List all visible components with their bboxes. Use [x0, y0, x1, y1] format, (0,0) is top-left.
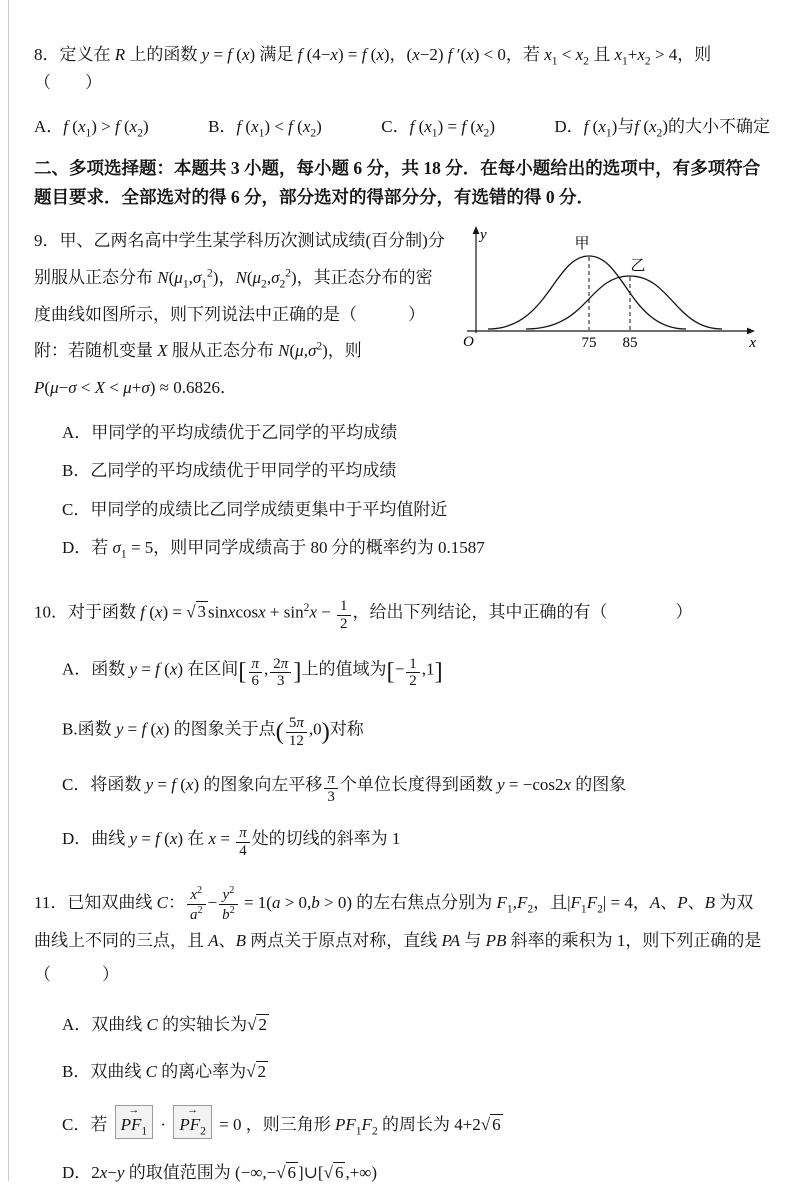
question-10-stem: 10．对于函数 f (x) = √ 3 sinxcosx + $\sin^2x$ − $\frac{1}{2}$ ，给出下列结论，其中正确的有（ ） [34, 598, 693, 633]
normal-distribution-figure [458, 223, 770, 363]
section-2-header: 二、多项选择题：本题共 3 小题，每小题 6 分，共 18 分．在每小题给出的选项中，有多项符合题目要求．全部选对的得 6 分，部分选对的得部分分，有选错的得 0 分． [34, 158, 761, 207]
q11-option-c: C．若 → $PF_1$ · → $PF_2 = 0$ ，则三角形 $PF_1F_2$ 的周长为 4+2√ 6 [62, 1105, 770, 1140]
q11-option-b: B．双曲线 C 的离心率为√ 2 [62, 1061, 267, 1081]
tick-85: 85 [622, 335, 638, 352]
q11-option-d: D．2x−y 的取值范围为 (−∞,−√ 6 ]∪[√ 6 ,+∞) [62, 1163, 378, 1183]
curve-yi-label: 乙 [630, 258, 646, 275]
q10-option-b: B.函数 y = f (x) 的图象关于点( $\frac{5\pi}{12}$ ,0)对称 [62, 715, 364, 749]
normal-curves-chart [458, 223, 770, 363]
x-axis-label: x [749, 335, 756, 352]
q10-option-d: D．曲线 y = f (x) 在 x = $\frac{\pi}{4}$ 处的切线的斜率为 1 [62, 824, 401, 859]
q8-option-a: A．f $(x_1) > f$ $(x_2)$ [34, 116, 149, 140]
origin-label: O [463, 334, 474, 351]
question-9-note: 附：若随机变量 X 服从正态分布 $N(\mu,\sigma^2)$，则 [34, 339, 362, 361]
q9-option-c: C．甲同学的成绩比乙同学成绩更集中于平均值附近 [62, 499, 448, 519]
x-axis-arrow-icon [747, 328, 755, 335]
q10-option-c: C．将函数 y = f (x) 的图象向左平移 $\frac{\pi}{3}$ 个单位长度得到函数 y = −cos2x 的图象 [62, 771, 627, 806]
question-10-options [34, 652, 770, 859]
q8-option-b: B．f $(x_1) < f$ $(x_2)$ [208, 116, 322, 140]
q10-option-a: A．函数 y = f (x) 在区间[ $\frac{\pi}{6}$ , $\frac{2\pi}{3}$ ]上的值域为[− $\frac{1}{2}$ ,1] [62, 655, 443, 690]
question-9-options [34, 420, 770, 563]
question-9-formula: P(μ−σ < X < μ+σ) ≈ 0.6826． [34, 377, 237, 397]
question-9 [34, 223, 770, 576]
question-9-stem: 9．甲、乙两名高中学生某学科历次测试成绩(百分制)分别服从正态分布 $N(\mu_1,\sigma_1^2)$，$N(\mu_2,\sigma_2^2)$，其正态分布的密度曲线如图所示，则下列说法中正确的是（ ） [34, 231, 445, 324]
q9-option-b: B．乙同学的平均成绩优于甲同学的平均成绩 [62, 461, 397, 481]
q11-option-a: A．双曲线 C 的实轴长为√ 2 [62, 1014, 267, 1034]
question-8-options [34, 114, 770, 142]
tick-75: 75 [581, 335, 597, 352]
q8-option-d: D．f $(x_1)$与f $(x_2)$的大小不确定 [554, 116, 770, 140]
q8-option-c: C．f $(x_1) = f$ $(x_2)$ [381, 116, 495, 140]
y-axis-label: y [480, 227, 487, 244]
y-axis-arrow-icon [473, 226, 480, 234]
q9-option-a: A．甲同学的平均成绩优于乙同学的平均成绩 [62, 422, 398, 442]
curve-jia [488, 256, 686, 329]
question-8-stem: 8．定义在 R 上的函数 y = f (x) 满足 f (4−x) = f (x)，(x−2) f ′(x) < 0，若 $x_1 < x_2$ 且 $x_1+x_2 > 4$，则（ ） [34, 45, 712, 93]
question-11-options [34, 1011, 770, 1187]
scan-artifact-line [8, 0, 9, 1181]
curve-jia-label: 甲 [574, 236, 590, 253]
question-11-stem: 11．已知双曲线 C： $\frac{x^2}{a^2}$ − $\frac{y^2}{b^2}$ = 1(a > 0,b > 0) 的左右焦点分别为 $F_1,F_2$，且$|F_1F_2| = 4$，A、P、B 为双曲线上不同的三点，且 A、B 两点关于原点对称，直线 PA 与 PB 斜率的乘积为 1，则下列正确的是（ ） [34, 885, 762, 984]
q9-option-d: D．若 $\sigma_1 = 5$，则甲同学成绩高于 80 分的概率约为 0.1587 [62, 538, 485, 561]
